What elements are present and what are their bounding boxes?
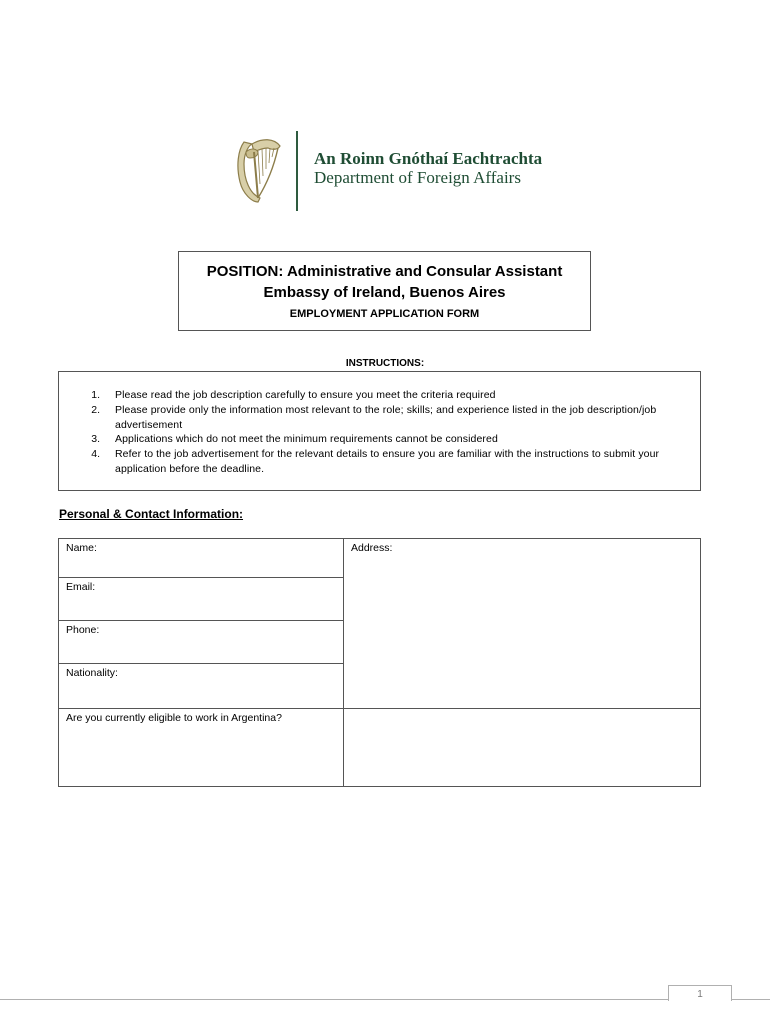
instruction-number: 2.	[91, 403, 100, 416]
nationality-field[interactable]	[59, 664, 344, 709]
position-title: POSITION: Administrative and Consular Assistant	[206, 263, 563, 280]
eligibility-question	[59, 709, 344, 787]
org-name-english: Department of Foreign Affairs	[314, 168, 521, 187]
instruction-text: Applications which do not meet the minimum requirements cannot be considered	[115, 433, 498, 446]
logo-divider	[296, 131, 298, 211]
footer-divider	[0, 999, 770, 1000]
instruction-text: Please provide only the information most relevant to the role; skills; and experience listed in the job description/job advertisement	[115, 403, 657, 431]
nationality-label: Nationality:	[66, 667, 118, 679]
instruction-text: Refer to the job advertisement for the relevant details to ensure you are familiar with the instructions to submit your application before the deadline.	[115, 448, 660, 475]
harp-emblem-icon	[234, 136, 284, 204]
instruction-item	[59, 447, 680, 477]
contact-info-table	[58, 538, 701, 787]
instructions-box	[58, 371, 701, 491]
phone-label: Phone:	[66, 624, 100, 636]
form-name: EMPLOYMENT APPLICATION FORM	[289, 308, 480, 320]
name-label: Name:	[66, 542, 97, 554]
instructions-list	[59, 372, 700, 477]
eligibility-label: Are you currently eligible to work in Argentina?	[66, 712, 282, 724]
eligibility-answer-field[interactable]	[344, 709, 701, 787]
name-field[interactable]	[59, 539, 344, 578]
instruction-item	[59, 388, 680, 403]
page-number: 1	[697, 989, 703, 1000]
instruction-text: Please read the job description carefully to ensure you meet the criteria required	[115, 389, 496, 401]
page-number-tab	[668, 985, 732, 1001]
instruction-item	[59, 403, 680, 433]
instructions-heading: INSTRUCTIONS:	[345, 358, 425, 369]
address-field[interactable]	[344, 539, 701, 709]
section-title: Personal & Contact Information:	[59, 507, 244, 521]
phone-field[interactable]	[59, 621, 344, 664]
address-label: Address:	[351, 542, 393, 554]
instruction-number: 4.	[91, 448, 100, 461]
email-field[interactable]	[59, 578, 344, 621]
position-box	[178, 251, 591, 331]
department-logo	[234, 128, 544, 212]
instruction-number: 3.	[91, 433, 100, 446]
email-label: Email:	[66, 581, 96, 593]
org-name-irish: An Roinn Gnóthaí Eachtrachta	[314, 149, 543, 168]
instruction-item	[59, 432, 680, 447]
instruction-number: 1.	[91, 389, 100, 401]
position-location: Embassy of Ireland, Buenos Aires	[263, 284, 506, 301]
